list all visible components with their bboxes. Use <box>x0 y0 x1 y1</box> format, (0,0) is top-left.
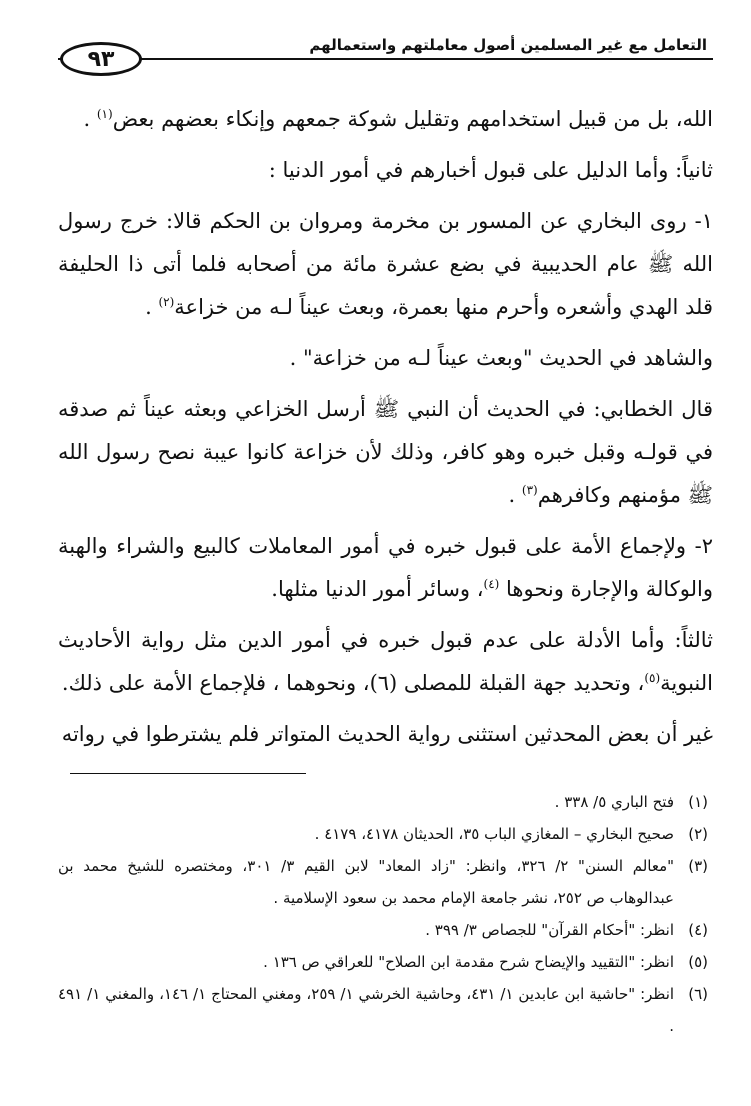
footnote <box>58 850 708 914</box>
paragraph <box>58 525 713 611</box>
footnotes <box>58 786 708 1042</box>
running-title: التعامل مع غير المسلمين أصول معاملتهم واستعمالهم <box>303 36 707 54</box>
paragraph-text: الله، بل من قبيل استخدامهم وتقليل شوكة جمعهم وإنكاء بعضهم بعض <box>112 107 713 131</box>
footnote-number: (٢) <box>688 825 708 843</box>
paragraph-text: والشاهد في الحديث "وبعث عيناً لـه من خزاعة" . <box>289 346 713 370</box>
footnote-number: (٣) <box>688 857 708 875</box>
footnote <box>58 786 708 818</box>
paragraph-tail: . <box>83 107 97 131</box>
paragraph-tail: . <box>145 295 159 319</box>
paragraph-tail: . <box>508 483 522 507</box>
paragraph <box>58 619 713 705</box>
footnote-text: انظر: "التقييد والإيضاح شرح مقدمة ابن الصلاح" للعراقي ص ١٣٦ . <box>263 953 674 971</box>
footnote-number: (١) <box>688 793 708 811</box>
footnote-text: انظر: "أحكام القرآن" للجصاص ٣/ ٣٩٩ . <box>425 921 674 939</box>
main-text <box>58 98 713 756</box>
footnote-ref: (١) <box>96 107 113 121</box>
footnote-ref: (٢) <box>158 295 175 309</box>
paragraph <box>58 200 713 329</box>
footnote-number: (٥) <box>688 953 708 971</box>
footnote-number: (٦) <box>688 985 708 1003</box>
page-number: ٩٣ <box>60 42 142 76</box>
paragraph <box>58 149 713 192</box>
footnote <box>58 978 708 1042</box>
paragraph-text: ٢- ولإجماع الأمة على قبول خبره في أمور المعاملات كالبيع والشراء والهبة والوكالة والإجارة ونحوها <box>58 534 713 601</box>
footnote-text: "معالم السنن" ٢/ ٣٢٦، وانظر: "زاد المعاد" لابن القيم ٣/ ٣٠١، ومختصره للشيخ محمد بن عبدالوهاب ص ٢٥٢، نشر جامعة الإمام محمد بن سعود الإسلامية . <box>58 857 675 907</box>
header-rule <box>58 58 713 60</box>
footnote-text: انظر: "حاشية ابن عابدين ١/ ٤٣١، وحاشية الخرشي ١/ ٢٥٩، ومغني المحتاج ١/ ١٤٦، والمغني ١/ ٤٩١ . <box>58 985 675 1035</box>
paragraph-text: قال الخطابي: في الحديث أن النبي ﷺ أرسل الخزاعي وبعثه عيناً ثم صدقه في قولـه وقبل خبره وهو كافر، وذلك لأن خزاعة كانوا عيبة نصح رسول الله ﷺ مؤمنهم وكافرهم <box>58 397 713 507</box>
footnote <box>58 914 708 946</box>
paragraph <box>58 98 713 141</box>
paragraph-text: غير أن بعض المحدثين استثنى رواية الحديث المتواتر فلم يشترطوا في رواته <box>61 722 713 746</box>
footnote-text: فتح الباري ٥/ ٣٣٨ . <box>554 793 674 811</box>
paragraph <box>58 713 713 756</box>
paragraph-text: ثالثاً: وأما الأدلة على عدم قبول خبره في أمور الدين مثل رواية الأحاديث النبوية <box>58 628 713 695</box>
paragraph <box>58 388 713 517</box>
footnote-ref: (٥) <box>644 671 661 685</box>
paragraph-text: ١- روى البخاري عن المسور بن مخرمة ومروان بن الحكم قالا: خرج رسول الله ﷺ عام الحديبية في بضع عشرة مائة من أصحابه فلما أتى ذا الحليفة قلد الهدي وأشعره وأحرم منها بعمرة، وبعث عيناً لـه من خزاعة <box>58 209 713 319</box>
footnote-ref: (٤) <box>483 577 500 591</box>
paragraph-tail: ، وتحديد جهة القبلة للمصلى (٦)، ونحوهما ، فلإجماع الأمة على ذلك. <box>61 671 645 695</box>
footnote-ref: (٣) <box>521 483 538 497</box>
footnote-number: (٤) <box>688 921 708 939</box>
footnote-separator <box>70 773 306 774</box>
paragraph-tail: ، وسائر أمور الدنيا مثلها. <box>271 577 484 601</box>
footnote-text: صحيح البخاري – المغازي الباب ٣٥، الحديثان ٤١٧٨، ٤١٧٩ . <box>314 825 674 843</box>
paragraph <box>58 337 713 380</box>
paragraph-text: ثانياً: وأما الدليل على قبول أخبارهم في أمور الدنيا : <box>268 158 713 182</box>
running-header <box>58 34 713 80</box>
footnote <box>58 946 708 978</box>
footnote <box>58 818 708 850</box>
